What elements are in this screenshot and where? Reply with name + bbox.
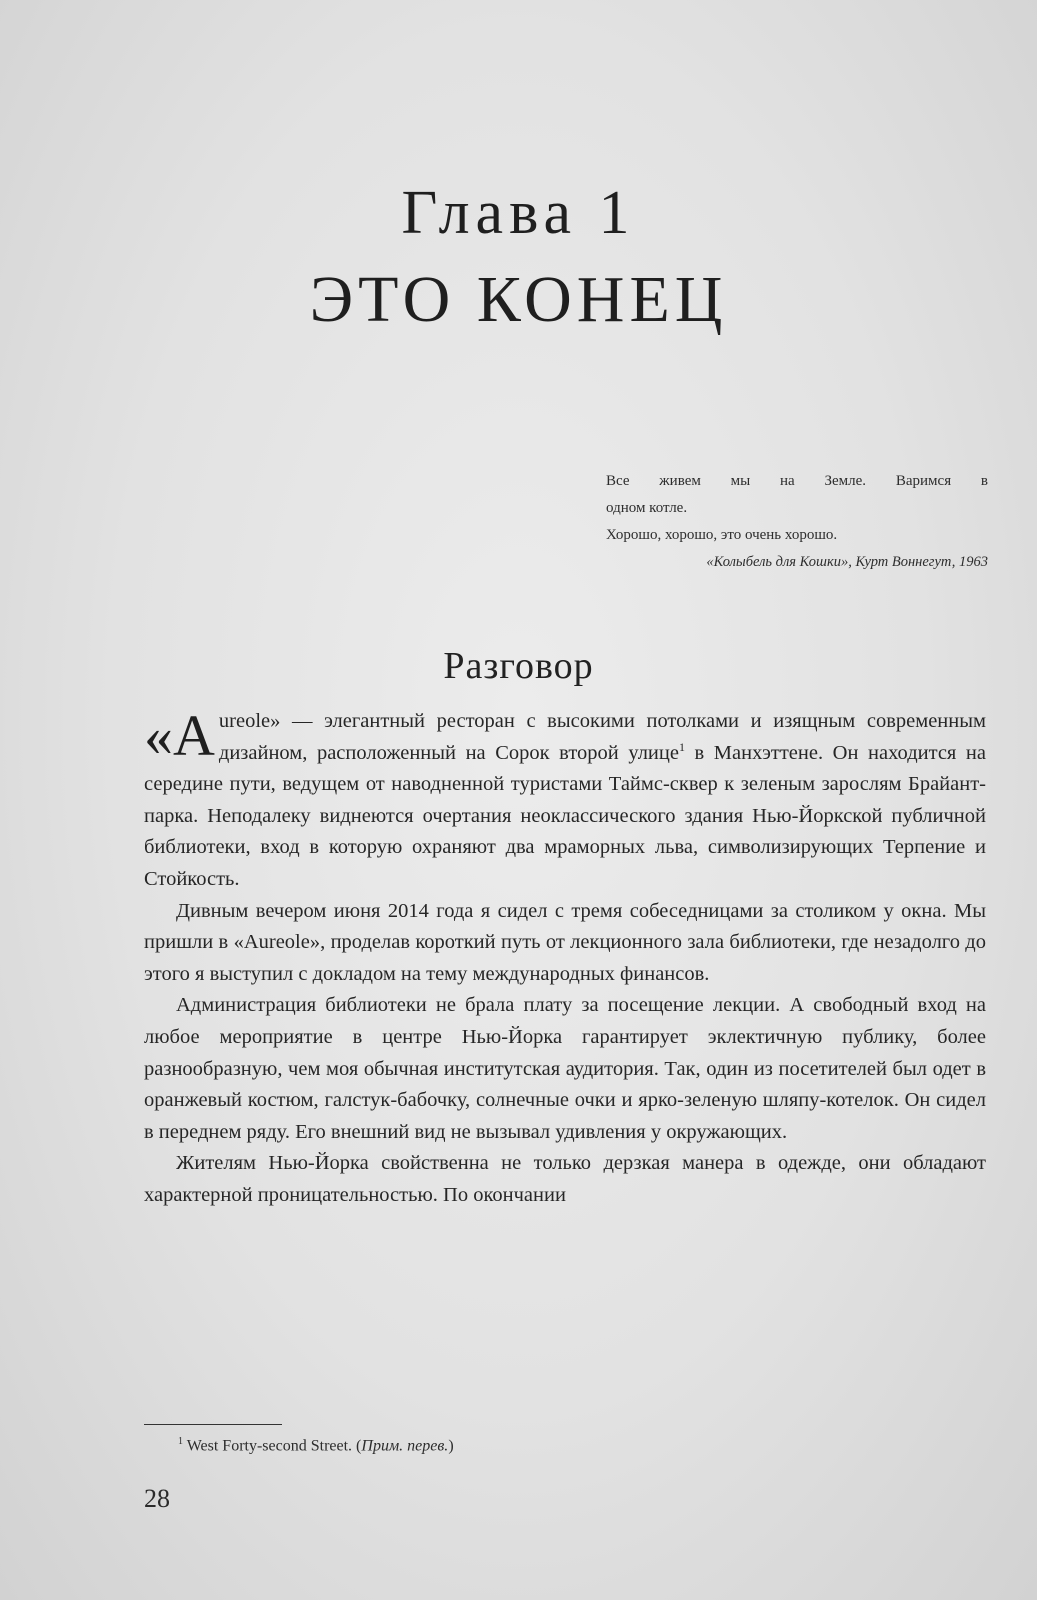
epigraph-line-3: Хорошо, хорошо, это очень хорошо. [606, 527, 838, 543]
chapter-number: Глава 1 [401, 179, 636, 247]
chapter-title: ЭТО КОНЕЦ [309, 263, 728, 336]
epigraph-line-2: одном котле. [606, 500, 688, 516]
footnote-note: Прим. перев. [361, 1437, 449, 1455]
section-heading: Разговор [443, 645, 594, 687]
paragraph-3: Администрация библиотеки не брала плату за посещение лекции. А свободный вход на любое мероприятие в центре Нью-Йорка гарантирует эклектичную публику, более разнообразную, чем моя обычная институтская аудитория. Так, один из посетителей был одет в оранжевый костюм, галстук-бабочку, солнечные очки и ярко-зеленую шляпу-котелок. Он сидел в переднем ряду. Его внешний вид не вызывал удивления у окружающих. [144, 994, 986, 1143]
footnote-text: West Forty-second Street. ( [183, 1437, 362, 1455]
paragraph-4: Жителям Нью-Йорка свойственна не только дерзкая манера в одежде, они обладают характерной проницательностью. По окончании [144, 1152, 986, 1206]
footnote-marker: 1 [178, 1436, 183, 1447]
paragraph-1 [144, 703, 986, 896]
footnote-divider [144, 1424, 282, 1425]
body-text [144, 703, 986, 1212]
drop-cap: «A [144, 703, 215, 768]
page-number: 28 [144, 1484, 170, 1513]
paragraph-1-text-b: в Манхэттене. Он находится на середине пути, ведущем от наводненной туристами Таймс-сквер к зеленым зарослям Брайант-парка. Неподалеку виднеются очертания неоклассического здания Нью-Йоркской публичной библиотеки, вход в которую охраняют два мраморных льва, символизирующих Терпение и Стойкость. [144, 741, 986, 890]
paragraph-1-text-a: ureole» — элегантный ресторан с высокими потолками и изящным современным дизайном, расположенный на Сорок второй улице [218, 710, 986, 764]
paragraph-2: Дивным вечером июня 2014 года я сидел с тремя собеседницами за столиком у окна. Мы пришли в «Aureole», проделав короткий путь от лекционного зала библиотеки, где незадолго до этого я выступил с докладом на тему международных финансов. [144, 899, 986, 985]
epigraph-source: «Колыбель для Кошки», Курт Воннегут, 1963 [706, 554, 988, 570]
footnote-reference: 1 [678, 739, 685, 754]
epigraph [606, 468, 988, 576]
epigraph-line-1: Все живем мы на Земле. Варимся в [606, 473, 988, 489]
footnote: $^1$ West Forty-second Street. (Прим. перев.) [178, 1436, 454, 1455]
